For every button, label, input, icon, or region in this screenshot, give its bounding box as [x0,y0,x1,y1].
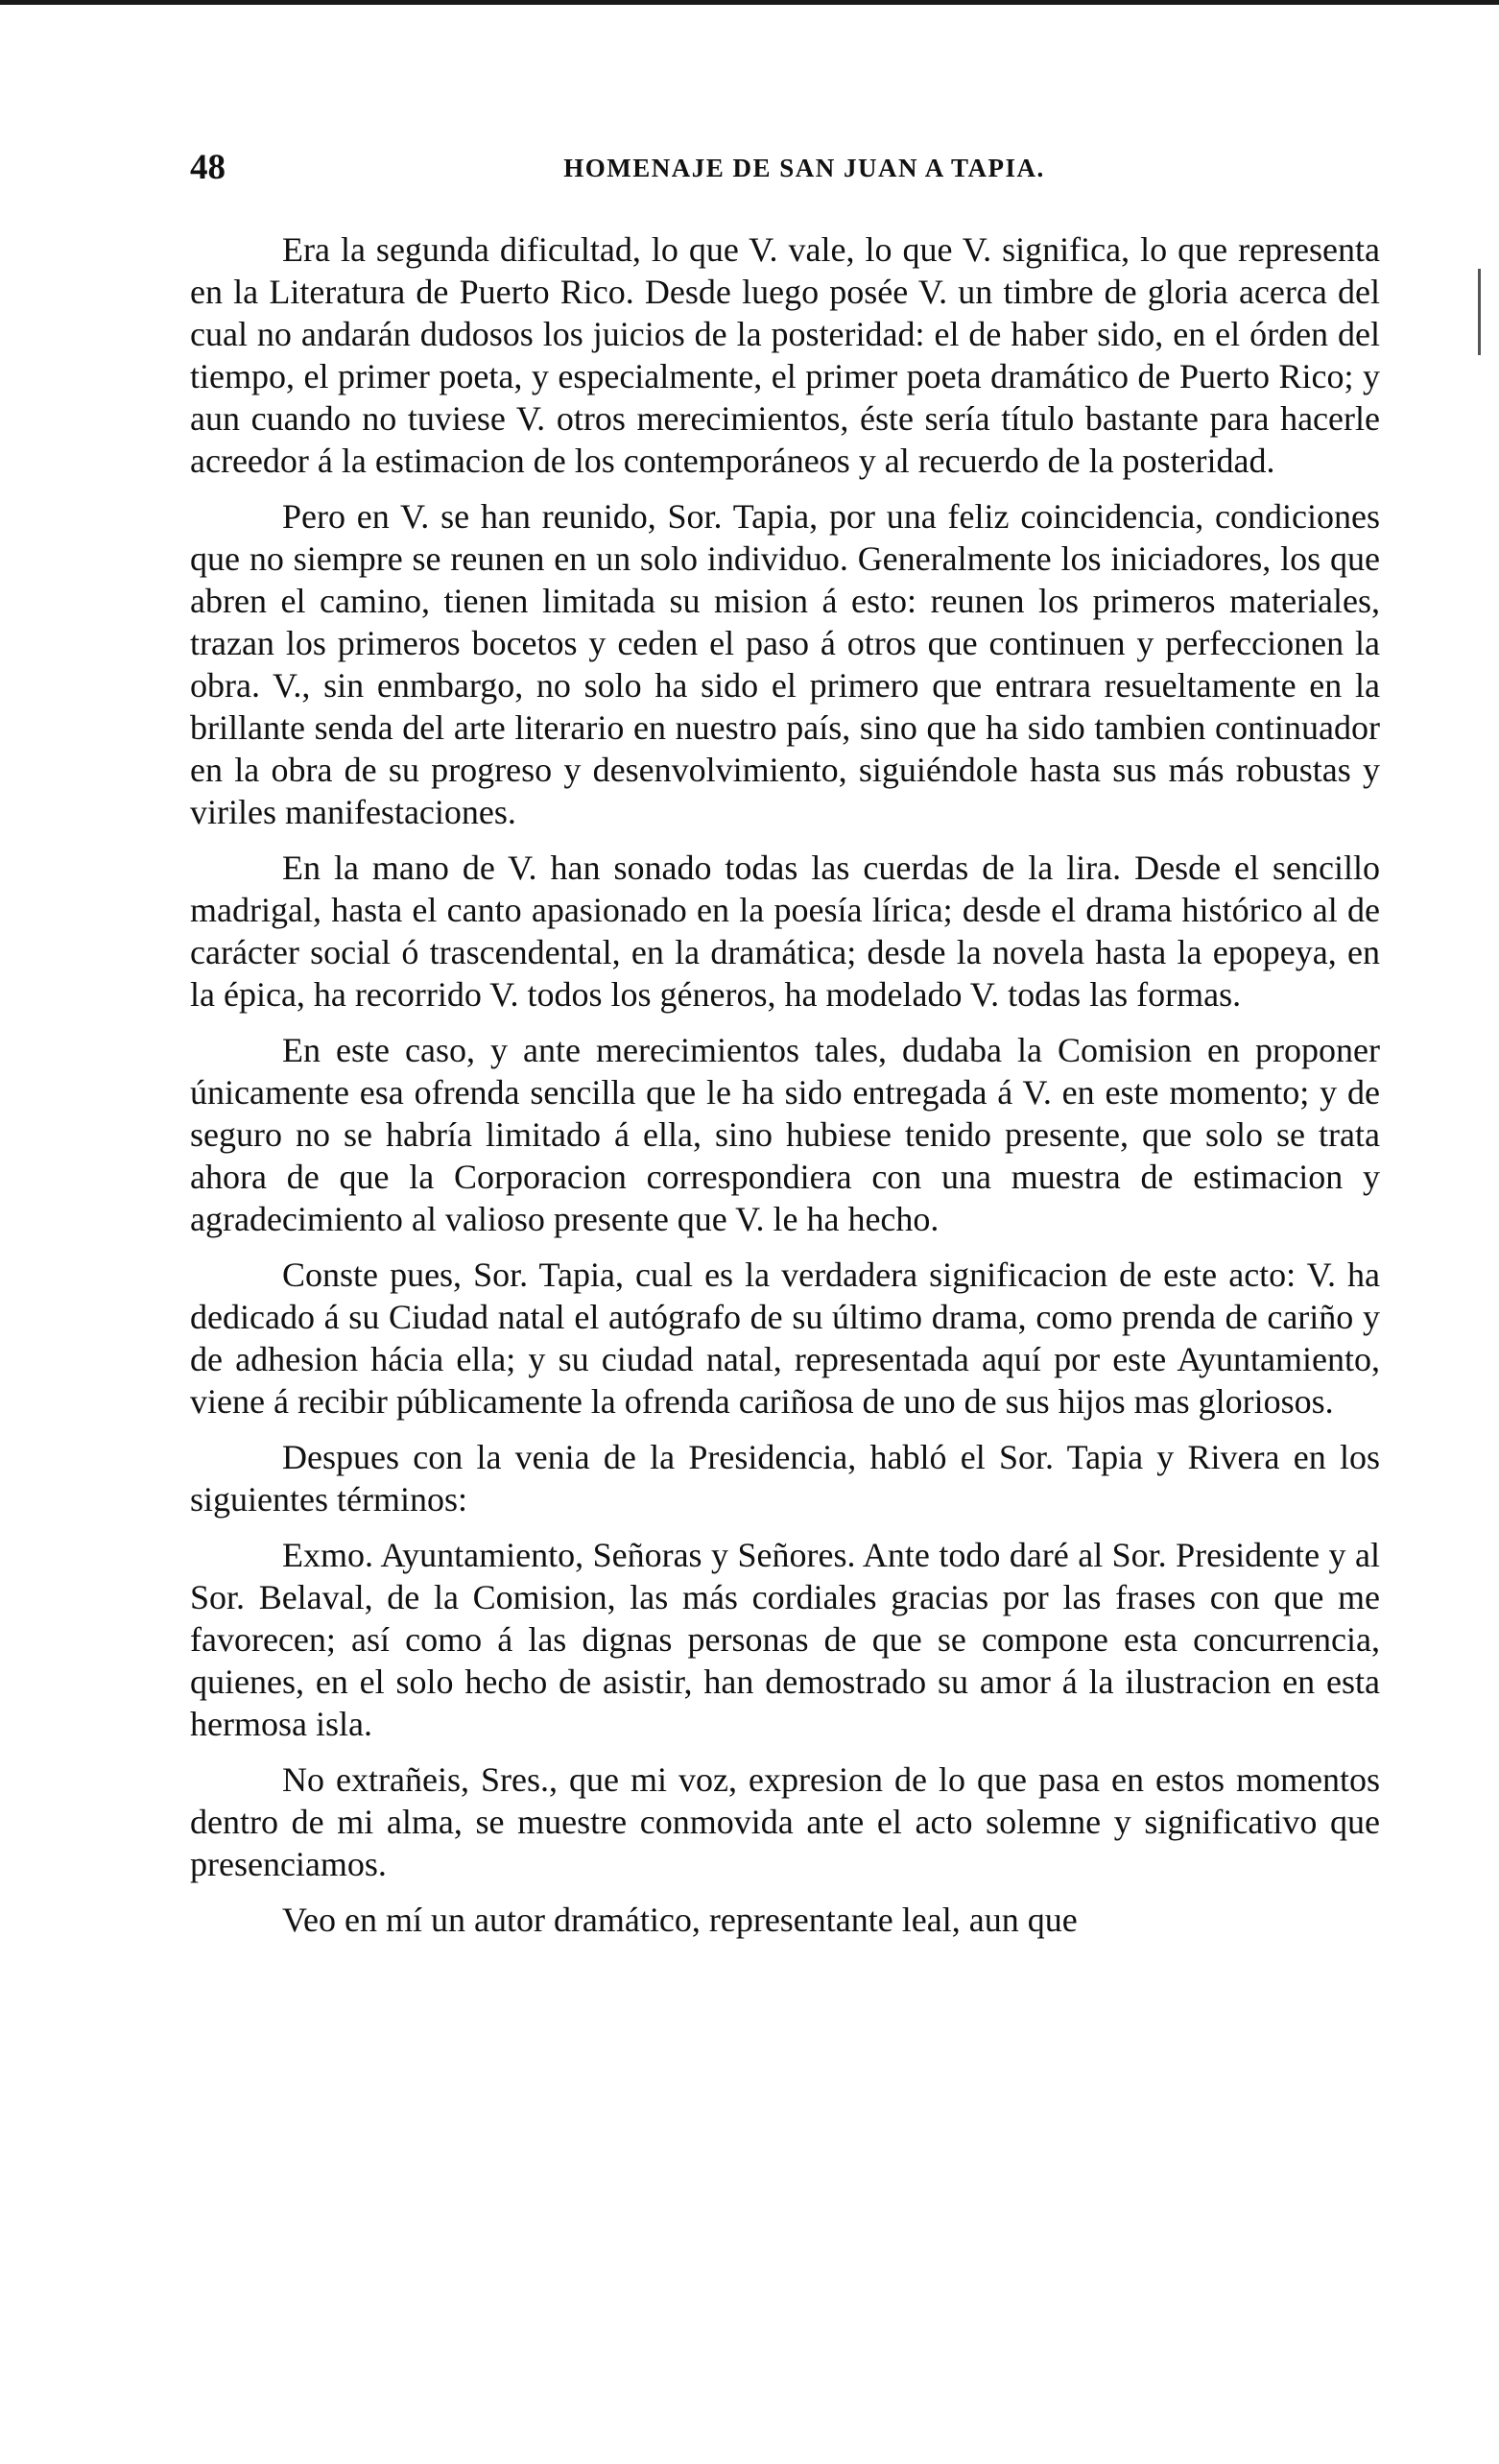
body-text [190,228,1380,1941]
paragraph: En la mano de V. han sonado todas las cuerdas de la lira. Desde el sencillo madrigal, hasta el canto apasionado en la poesía lírica; desde el drama histórico al de carácter social ó trascendental, en la dramática; desde la novela hasta la epopeya, en la épica, ha recorrido V. todos los géneros, ha modelado V. todas las formas. [190,849,1380,1014]
paragraph: En este caso, y ante merecimientos tales, dudaba la Comision en proponer únicamente esa ofrenda sencilla que le ha sido entregada á V. en este momento; y de seguro no se habría limitado á ella, sino hubiese tenido presente, que solo se trata ahora de que la Corporacion correspondiera con una muestra de estimacion y agradecimiento al valioso presente que V. le ha hecho. [190,1031,1380,1238]
paragraph: No extrañeis, Sres., que mi voz, expresion de lo que pasa en estos momentos dentro de mi alma, se muestre conmovida ante el acto solemne y significativo que presenciamos. [190,1760,1380,1883]
running-title: HOMENAJE DE SAN JUAN A TAPIA. [563,154,1045,182]
paragraph: Era la segunda dificultad, lo que V. vale, lo que V. significa, lo que representa en la Literatura de Puerto Rico. Desde luego posée V. un timbre de gloria acerca del cual no andarán dudosos los juicios de la posteridad: el de haber sido, en el órden del tiempo, el primer poeta, y especialmente, el primer poeta dramático de Puerto Rico; y aun cuando no tuviese V. otros merecimientos, éste sería título bastante para hacerle acreedor á la estimacion de los contemporáneos y al recuerdo de la posteridad. [190,230,1380,480]
paragraph: Pero en V. se han reunido, Sor. Tapia, por una feliz coincidencia, condiciones que no siempre se reunen en un solo individuo. Generalmente los iniciadores, los que abren el camino, tienen limitada su mision á esto: reunen los primeros materiales, trazan los primeros bocetos y ceden el paso á otros que continuen y perfeccionen la obra. V., sin enmbargo, no solo ha sido el primero que entrara resueltamente en la brillante senda del arte literario en nuestro país, sino que ha sido tambien continuador en la obra de su progreso y desenvolvimiento, siguiéndole hasta sus más robustas y viriles manifestaciones. [190,497,1380,831]
margin-mark [1478,269,1481,355]
running-head [190,144,1380,192]
top-border-rule [0,0,1499,5]
page-number: 48 [190,148,226,187]
paragraph: Veo en mí un autor dramático, representante leal, aun que [282,1901,1078,1939]
paragraph: Conste pues, Sor. Tapia, cual es la verdadera significacion de este acto: V. ha dedicado á su Ciudad natal el autógrafo de su último drama, como prenda de cariño y de adhesion hácia ella; y su ciudad natal, representada aquí por este Ayuntamiento, viene á recibir públicamente la ofrenda cariñosa de uno de sus hijos mas gloriosos. [190,1256,1380,1421]
paragraph: Exmo. Ayuntamiento, Señoras y Señores. Ante todo daré al Sor. Presidente y al Sor. Belaval, de la Comision, las más cordiales gracias por las frases con que me favorecen; así como á las dignas personas de que se compone esta concurrencia, quienes, en el solo hecho de asistir, han demostrado su amor á la ilustracion en esta hermosa isla. [190,1536,1380,1743]
paragraph: Despues con la venia de la Presidencia, habló el Sor. Tapia y Rivera en los siguientes términos: [190,1438,1380,1519]
book-page [190,144,1380,2380]
